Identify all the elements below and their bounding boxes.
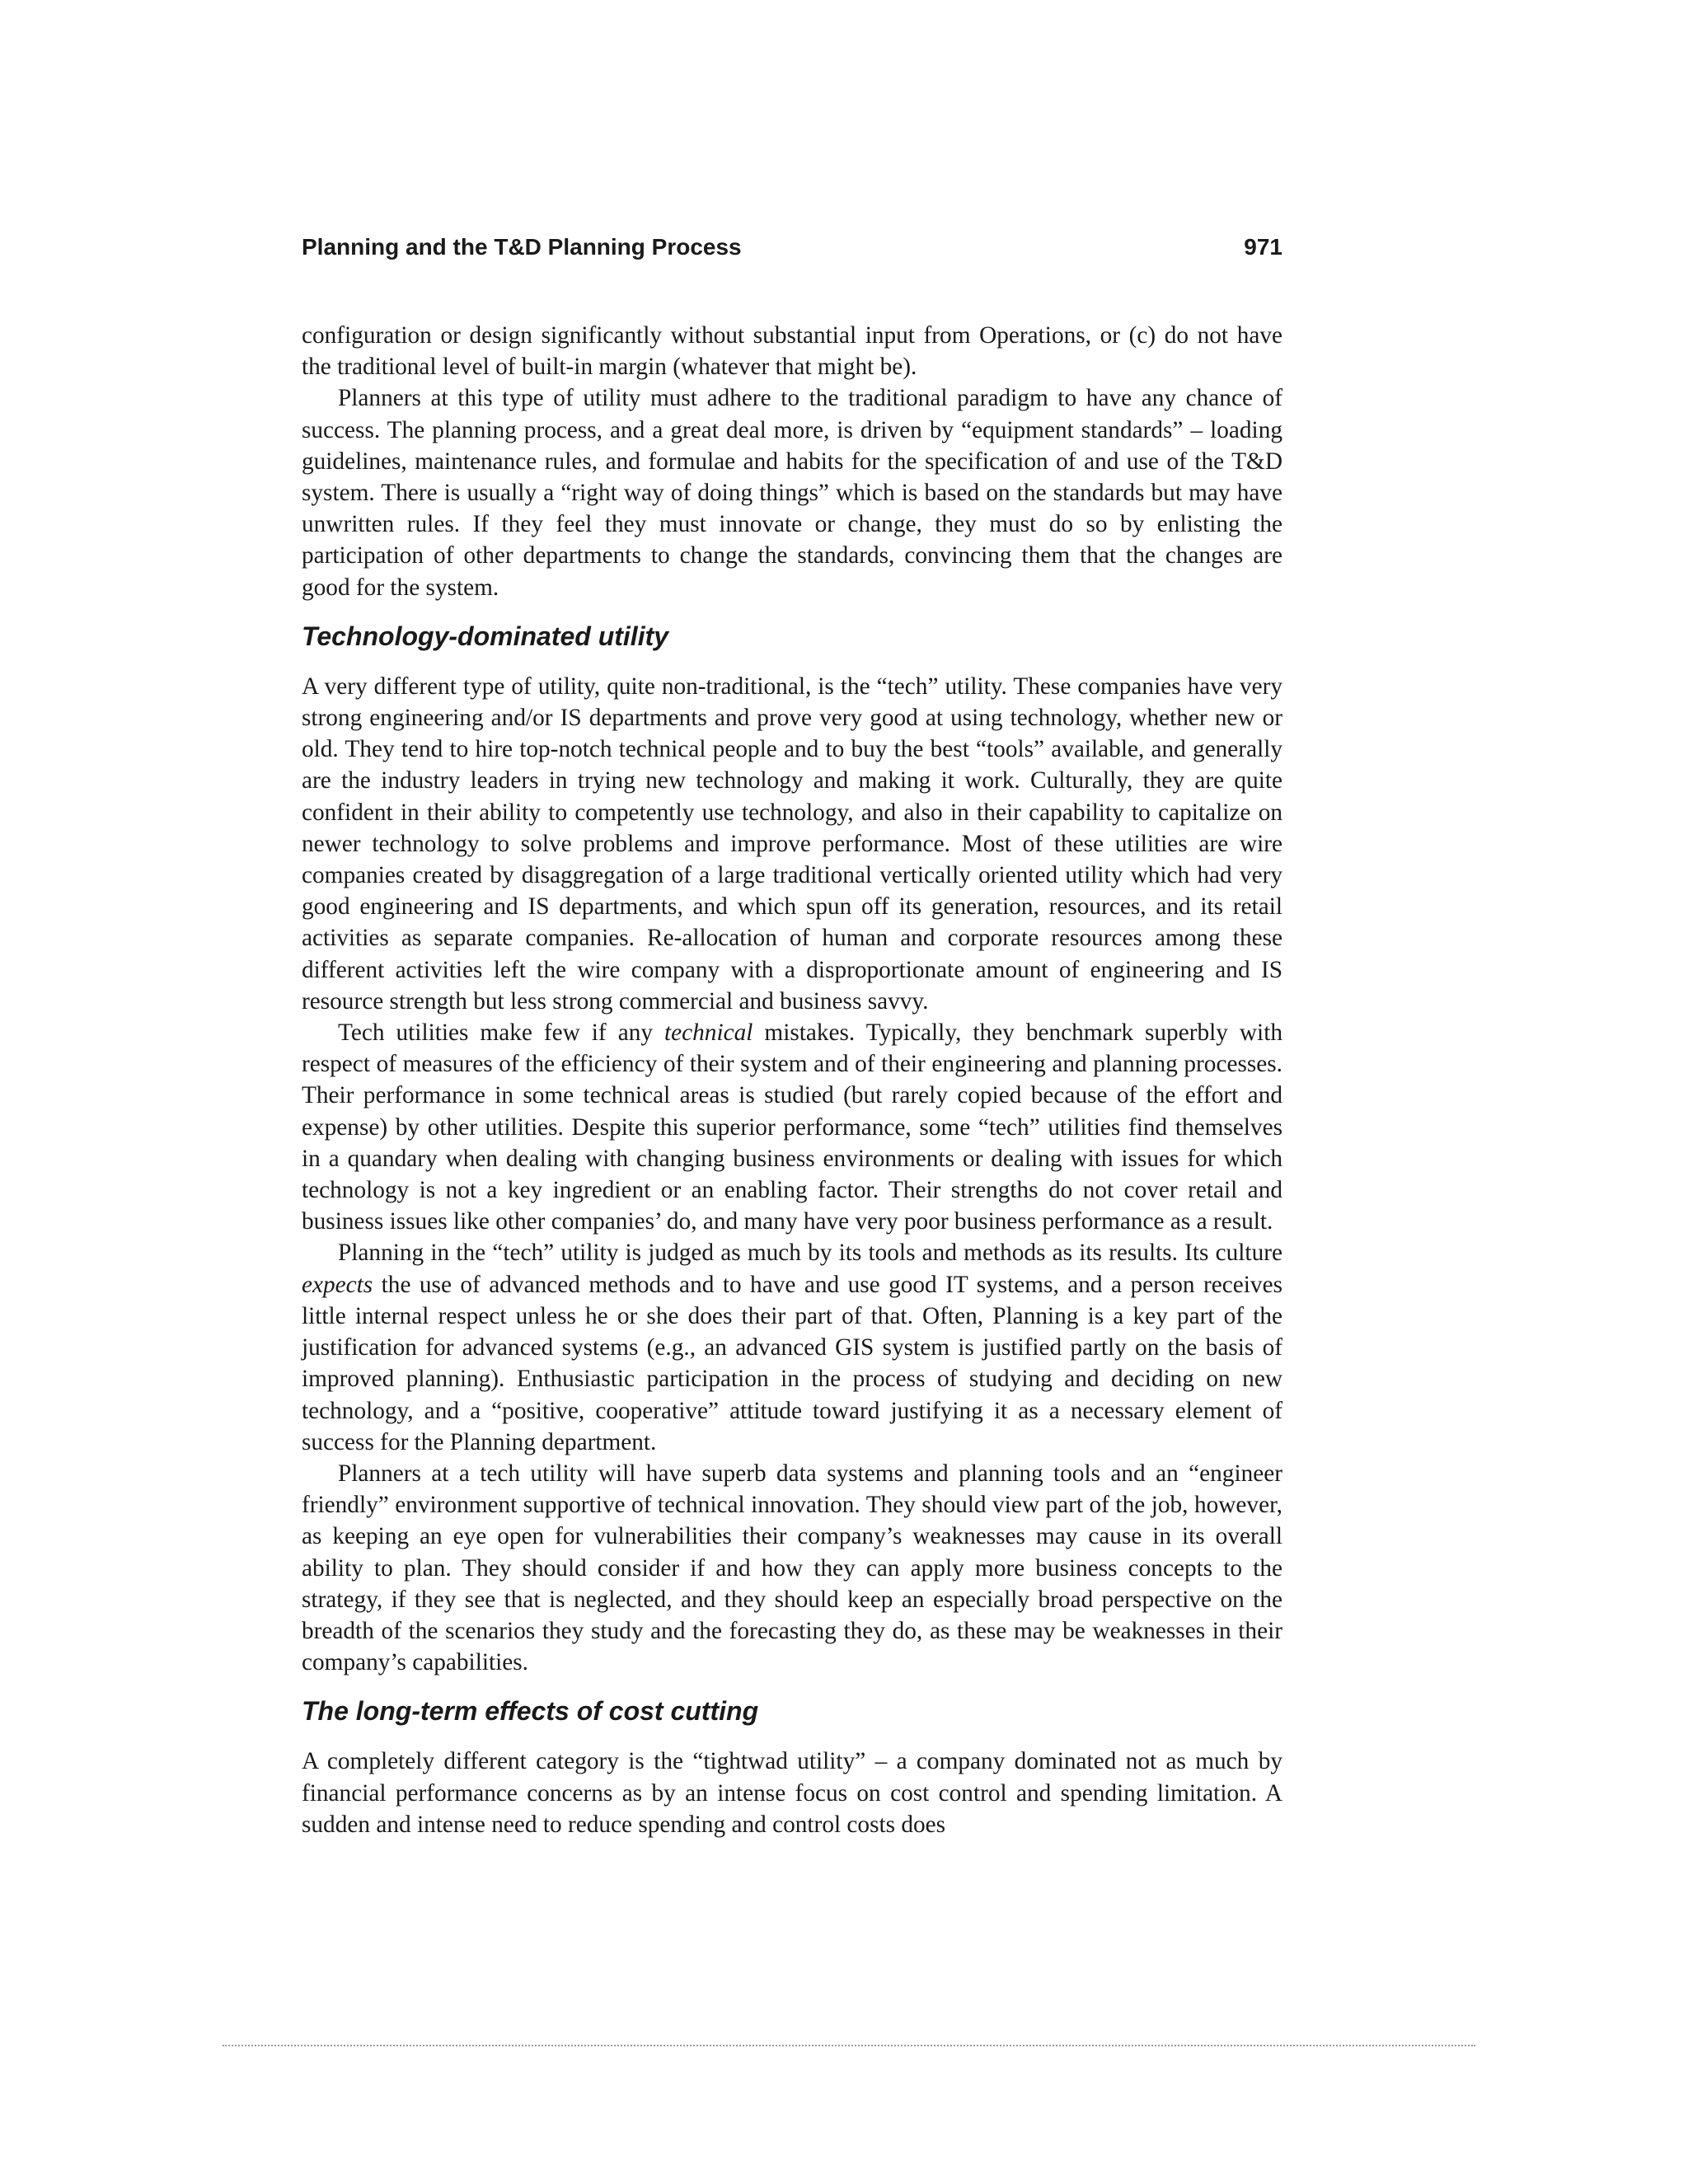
paragraph-continued: configuration or design significantly without substantial input from Operations, or (c) do not have the traditional level of built-in margin (whatever that might be). — [302, 322, 1282, 381]
paragraph-tech-planners: Planners at a tech utility will have superb data systems and planning tools and an “engineer friendly” environment supportive of technical innovation. They should view part of the job, however, as keeping an eye open for vulnerabilities their company’s weaknesses may cause in its overall ability to plan. They should consider if and how they can apply more business concepts to the strategy, if they see that is neglected, and they should keep an especially broad perspective on the breadth of the scenarios they study and the forecasting they do, as these may be weaknesses in their company’s capabilities. — [302, 1460, 1282, 1676]
section-heading-technology-dominated: Technology-dominated utility — [302, 621, 669, 651]
paragraph-traditional-planners: Planners at this type of utility must adhere to the traditional paradigm to have any chance of success. The planning process, and a great deal more, is driven by “equipment standards” – loading guidelines, maintenance rules, and formulae and habits for the specification of and use of the T&D system. There is usually a “right way of doing things” which is based on the standards but may have unwritten rules. If they feel they must innovate or change, they must do so by enlisting the participation of other departments to change the standards, convincing them that the changes are good for the system. — [302, 385, 1282, 601]
paragraph-tech-planning — [302, 1237, 1282, 1457]
text-run: Planning in the “tech” utility is judged as much by its tools and methods as its results. Its culture — [338, 1240, 1282, 1267]
running-header-title: Planning and the T&D Planning Process — [302, 234, 742, 260]
paragraph-tightwad-utility: A completely different category is the “tightwad utility” – a company dominated not as much by financial performance concerns as by an intense focus on cost control and spending limitation. A sudden and intense need to reduce spending and control costs does — [302, 1748, 1282, 1838]
text-run: Tech utilities make few if any — [338, 1019, 665, 1047]
running-header — [302, 234, 1282, 267]
scan-artifact-line — [223, 2045, 1475, 2048]
text-run: the use of advanced methods and to have and use good IT systems, and a person receives little internal respect unless he or she does their part of that. Often, Planning is a key part of the justification for advanced systems (e.g., an advanced GIS system is justified partly on the basis of improved planning). Enthusiastic participation in the process of studying and deciding on new technology, and a “positive, cooperative” attitude toward justifying it as a necessary element of success for the Planning department. — [302, 1271, 1282, 1455]
emphasis-technical: technical — [664, 1019, 753, 1047]
text-run: mistakes. Typically, they benchmark superbly with respect of measures of the efficiency of their system and of their engineering and planning processes. Their performance in some technical areas is studied (but rarely copied because of the effort and expense) by other utilities. Despite this superior performance, some “tech” utilities find themselves in a quandary when dealing with changing business environments or dealing with issues for which technology is not a key ingredient or an enabling factor. Their strengths do not cover retail and business issues like other companies’ do, and many have very poor business performance as a result. — [302, 1019, 1282, 1235]
section-heading-cost-cutting: The long-term effects of cost cutting — [302, 1696, 759, 1727]
emphasis-expects: expects — [302, 1271, 373, 1298]
paragraph-tech-mistakes — [302, 1017, 1282, 1237]
page-number: 971 — [1244, 234, 1282, 260]
page-body — [302, 320, 1282, 1840]
paragraph-tech-utility-intro: A very different type of utility, quite non-traditional, is the “tech” utility. These companies have very strong engineering and/or IS departments and prove very good at using technology, whether new or old. They tend to hire top-notch technical people and to buy the best “tools” available, and generally are the industry leaders in trying new technology and making it work. Culturally, they are quite confident in their ability to competently use technology, and also in their capability to capitalize on newer technology to solve problems and improve performance. Most of these utilities are wire companies created by disaggregation of a large traditional vertically oriented utility which had very good engineering and IS departments, and which spun off its generation, resources, and its retail activities as separate companies. Re-allocation of human and corporate resources among these different activities left the wire company with a disproportionate amount of engineering and IS resource strength but less strong commercial and business savvy. — [302, 673, 1282, 1015]
